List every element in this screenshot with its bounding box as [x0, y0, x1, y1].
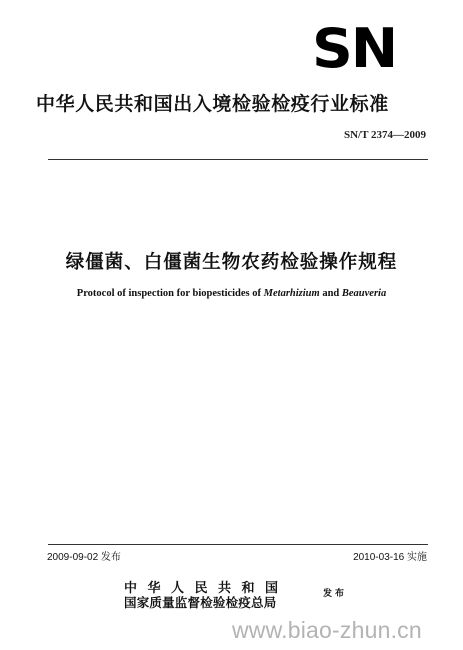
top-divider	[48, 159, 428, 160]
english-title-genus-metarhizium: Metarhizium	[263, 288, 320, 299]
issuer-action: 发布	[323, 589, 348, 599]
document-title-chinese: 绿僵菌、白僵菌生物农药检验操作规程	[65, 252, 398, 273]
sn-logo: SN	[312, 17, 397, 80]
bottom-divider	[48, 544, 428, 545]
english-title-prefix: Protocol of inspection for biopesticides of	[76, 288, 264, 299]
issuer-agency: 国家质量监督检验检疫总局	[124, 595, 277, 610]
english-title-and: and	[319, 288, 342, 299]
website-watermark: www.biao-zhun.cn	[232, 617, 422, 643]
document-title-english	[0, 288, 463, 299]
english-title-genus-beauveria: Beauveria	[341, 288, 387, 299]
implementation-date: 2010-03-16 实施	[353, 552, 427, 563]
standard-category-title: 中华人民共和国出入境检验检疫行业标准	[36, 93, 389, 115]
standard-code: SN/T 2374—2009	[343, 129, 426, 141]
issuer-country: 中华人民共和国	[124, 581, 289, 596]
issue-date: 2009-09-02 发布	[47, 552, 121, 563]
